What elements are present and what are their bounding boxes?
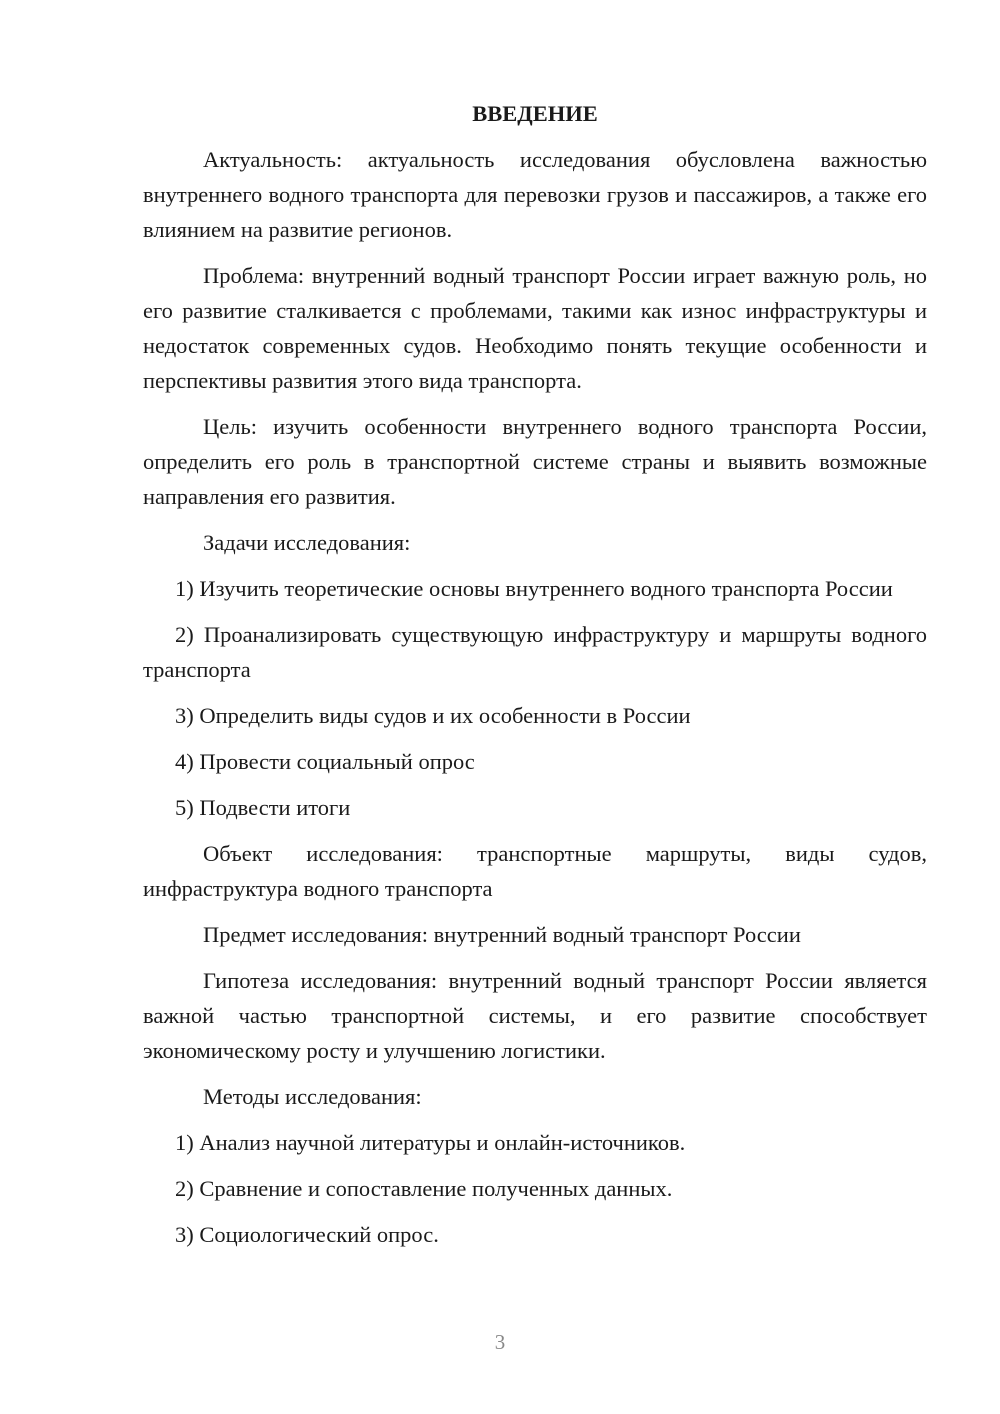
method-item: 2) Сравнение и сопоставление полученных данных. <box>175 1176 673 1201</box>
relevance-paragraph: Актуальность: актуальность исследования обусловлена важностью внутреннего водного транспорта для перевозки грузов и пассажиров, а также его влиянием на развитие регионов. <box>143 147 927 242</box>
subject-paragraph: Предмет исследования: внутренний водный транспорт России <box>203 922 801 947</box>
method-item: 1) Анализ научной литературы и онлайн-источников. <box>175 1130 686 1155</box>
hypothesis-paragraph: Гипотеза исследования: внутренний водный транспорт России является важной частью транспортной системы, и его развитие способствует экономическому росту и улучшению логистики. <box>143 968 927 1063</box>
object-paragraph: Объект исследования: транспортные маршруты, виды судов, инфраструктура водного транспорта <box>143 841 927 901</box>
task-item: 4) Провести социальный опрос <box>175 749 475 774</box>
task-item: 1) Изучить теоретические основы внутреннего водного транспорта России <box>175 576 893 601</box>
page-number: 3 <box>494 1330 506 1354</box>
goal-paragraph: Цель: изучить особенности внутреннего водного транспорта России, определить его роль в транспортной системе страны и выявить возможные направления его развития. <box>143 414 927 509</box>
task-item: 2) Проанализировать существующую инфраструктуру и маршруты водного транспорта <box>143 622 927 682</box>
section-heading: ВВЕДЕНИЕ <box>472 101 598 126</box>
document-page <box>143 96 927 1263</box>
task-item: 3) Определить виды судов и их особенности в России <box>175 703 691 728</box>
methods-title: Методы исследования: <box>203 1084 422 1109</box>
method-item: 3) Социологический опрос. <box>175 1222 439 1247</box>
task-item: 5) Подвести итоги <box>175 795 351 820</box>
problem-paragraph: Проблема: внутренний водный транспорт России играет важную роль, но его развитие сталкивается с проблемами, такими как износ инфраструктуры и недостаток современных судов. Необходимо понять текущие особенности и перспективы развития этого вида транспорта. <box>143 263 927 393</box>
tasks-title: Задачи исследования: <box>203 530 411 555</box>
